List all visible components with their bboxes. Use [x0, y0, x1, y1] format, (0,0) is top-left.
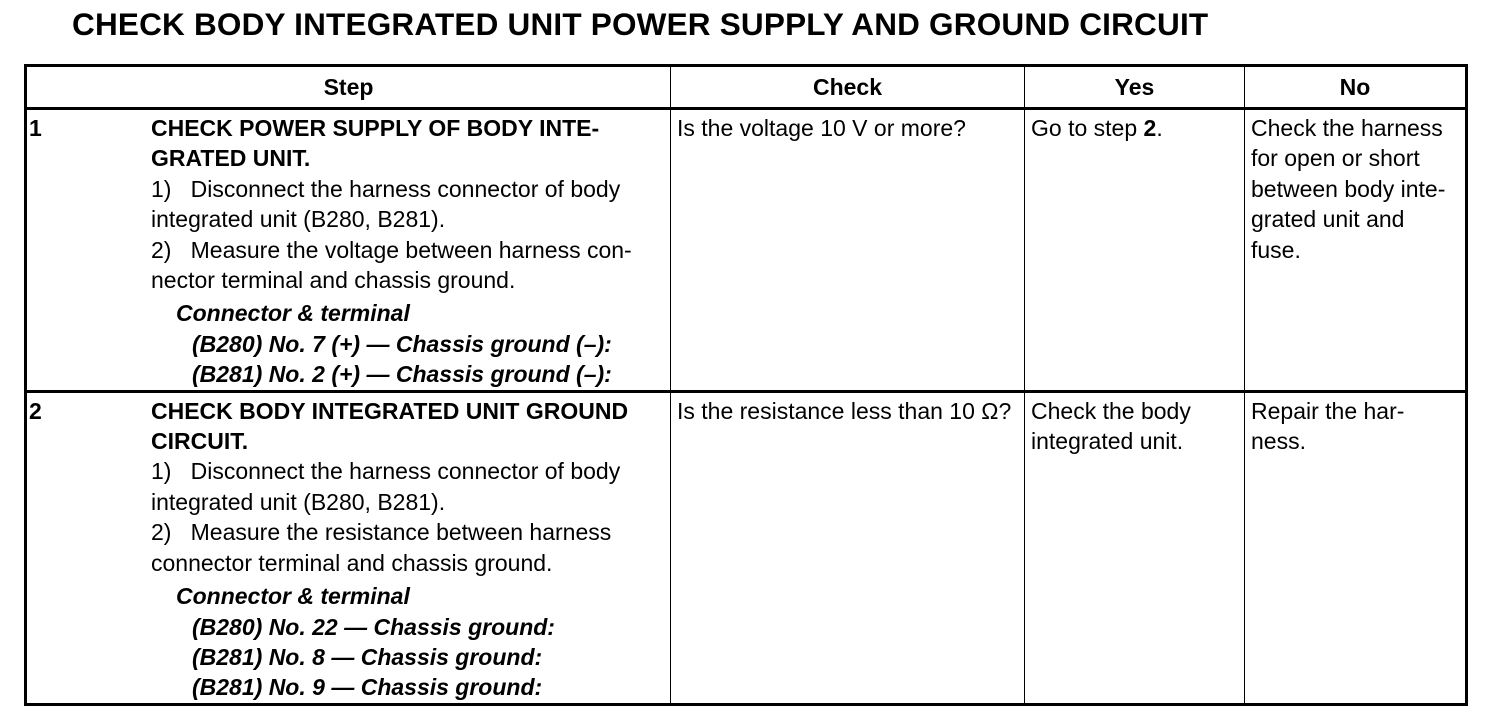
yes-text: Go to step: [1031, 115, 1144, 141]
connector-block: [158, 581, 670, 703]
step-number: 2: [29, 397, 42, 424]
yes-suffix: .: [1156, 115, 1163, 141]
header-yes: Yes: [1025, 66, 1245, 109]
header-step: Step: [26, 66, 671, 109]
step-cell: [26, 391, 671, 704]
no-cell: [1245, 391, 1467, 704]
yes-cell: [1025, 109, 1245, 392]
procedure-line: 1) Disconnect the harness connector of body: [151, 175, 621, 202]
check-cell: Is the voltage 10 V or more?: [671, 109, 1025, 392]
step-cell: [26, 109, 671, 392]
connector-line: (B280) No. 7 (+) — Chassis ground (–):: [192, 330, 612, 357]
procedure-line: 2) Measure the voltage between harness con-: [151, 236, 632, 263]
no-line: Repair the har-: [1251, 397, 1405, 424]
step-title-line: CIRCUIT.: [151, 428, 249, 455]
header-row: [26, 66, 1467, 109]
connector-line: (B281) No. 2 (+) — Chassis ground (–):: [192, 361, 612, 388]
yes-line: integrated unit.: [1031, 428, 1184, 455]
procedure-line: 2) Measure the resistance between harness: [151, 519, 612, 546]
yes-line: Check the body: [1031, 397, 1191, 424]
connector-line: (B281) No. 9 — Chassis ground:: [192, 674, 543, 701]
step-title-line: CHECK BODY INTEGRATED UNIT GROUND: [151, 397, 629, 424]
page-title: CHECK BODY INTEGRATED UNIT POWER SUPPLY AND GROUND CIRCUIT: [72, 6, 1209, 42]
yes-cell: [1025, 391, 1245, 704]
no-line: ness.: [1251, 428, 1306, 455]
procedure-line: 1) Disconnect the harness connector of body: [151, 458, 621, 485]
table-row: [26, 109, 1467, 392]
yes-step-ref: 2: [1143, 115, 1157, 141]
no-line: grated unit and: [1251, 206, 1405, 233]
no-line: for open or short: [1251, 145, 1420, 172]
step-title-line: CHECK POWER SUPPLY OF BODY INTE-: [151, 115, 600, 141]
no-cell: [1245, 109, 1467, 392]
step-body: [151, 110, 670, 298]
no-line: fuse.: [1251, 236, 1301, 263]
table-row: [26, 391, 1467, 704]
header-no: No: [1245, 66, 1467, 109]
no-line: Check the harness: [1251, 115, 1443, 141]
procedure-line: integrated unit (B280, B281).: [151, 488, 446, 515]
connector-line: (B281) No. 8 — Chassis ground:: [192, 643, 543, 670]
connector-line: (B280) No. 22 — Chassis ground:: [192, 613, 555, 640]
step-number: 1: [29, 115, 42, 141]
procedure-line: connector terminal and chassis ground.: [151, 549, 553, 576]
connector-heading: Connector & terminal: [176, 583, 410, 610]
no-line: between body inte-: [1251, 175, 1446, 202]
procedure-line: nector terminal and chassis ground.: [151, 267, 516, 294]
procedure-line: integrated unit (B280, B281).: [151, 206, 446, 233]
check-cell: Is the resistance less than 10 Ω?: [671, 391, 1025, 704]
diagnostic-table: [24, 64, 1468, 706]
step-title-line: GRATED UNIT.: [151, 145, 311, 172]
header-check: Check: [671, 66, 1025, 109]
connector-block: [158, 298, 670, 389]
connector-heading: Connector & terminal: [176, 300, 410, 327]
step-body: [151, 393, 670, 581]
